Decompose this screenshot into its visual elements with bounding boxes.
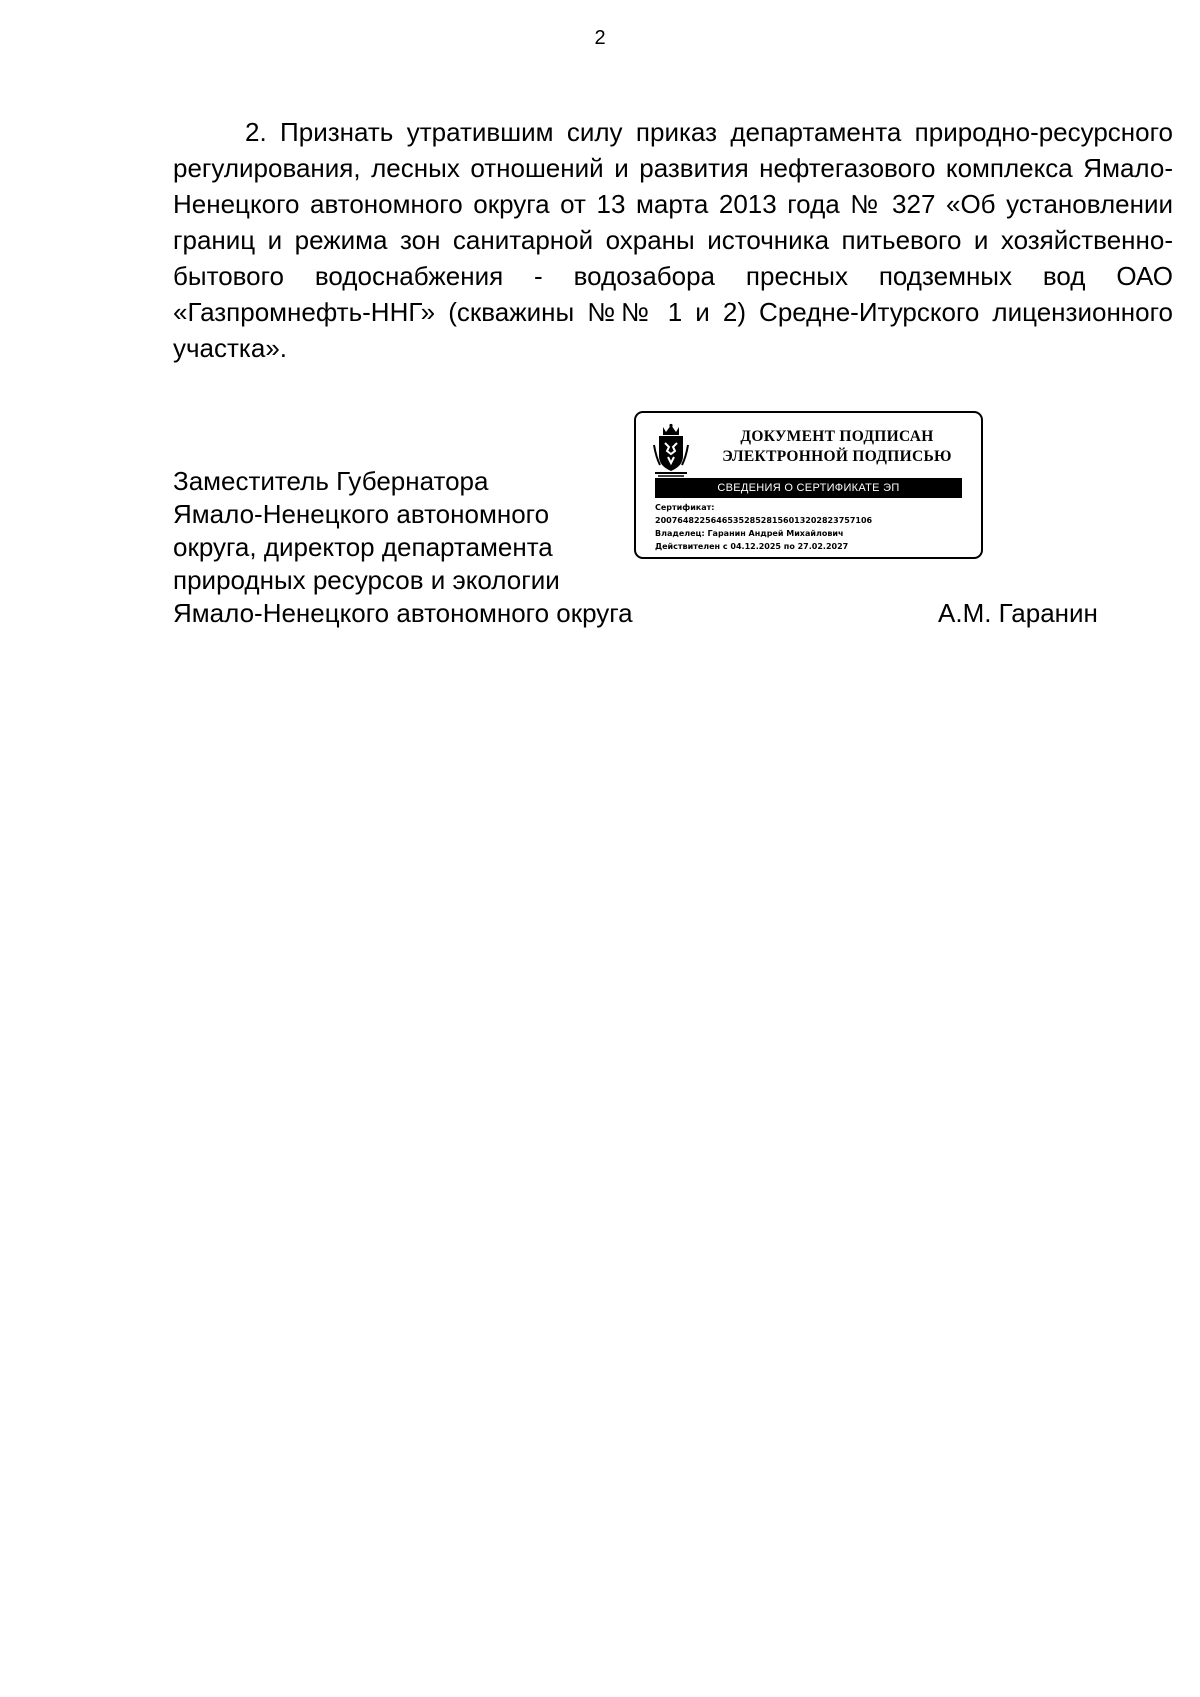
yamal-coat-of-arms-icon: [650, 423, 692, 477]
signer-position: [173, 465, 693, 630]
signer-name: А.М. Гаранин: [938, 598, 1098, 628]
certificate-details: [655, 501, 975, 553]
stamp-title-line: ЭЛЕКТРОННОЙ ПОДПИСЬЮ: [722, 448, 952, 465]
stamp-title-line: ДОКУМЕНТ ПОДПИСАН: [740, 428, 934, 445]
certificate-validity: Действителен с 04.12.2025 по 27.02.2027: [655, 542, 849, 551]
stamp-title: [702, 427, 972, 467]
signer-position-line: Заместитель Губернатора: [173, 466, 489, 496]
certificate-owner: Владелец: Гаранин Андрей Михайлович: [655, 529, 844, 538]
signer-position-line: округа, директор департамента: [173, 532, 553, 562]
certificate-number: 200764822564653528528156013202823757106: [655, 516, 873, 525]
signer-position-line: природных ресурсов и экологии: [173, 565, 560, 595]
signer-position-line: Ямало-Ненецкого автономного: [173, 499, 550, 529]
certificate-info-bar: СВЕДЕНИЯ О СЕРТИФИКАТЕ ЭП: [655, 478, 962, 498]
certificate-label: Сертификат:: [655, 503, 715, 512]
signer-position-line: Ямало-Ненецкого автономного округа: [173, 598, 633, 628]
clause-paragraph: 2. Признать утратившим силу приказ департамента природно-ресурсного регулирования, лесных отношений и развития нефтегазового комплекса Ямало-Ненецкого автономного округа от 13 марта 2013 года № 327 «Об установлении границ и режима зон санитарной охраны источника питьевого и хозяйственно-бытового водоснабжения - водозабора пресных подземных вод ОАО «Газпромнефть-ННГ» (скважины №№ 1 и 2) Средне-Итурского лицензионного участка».: [173, 117, 1173, 363]
page-number: 2: [594, 27, 606, 49]
electronic-signature-stamp: [634, 411, 983, 559]
